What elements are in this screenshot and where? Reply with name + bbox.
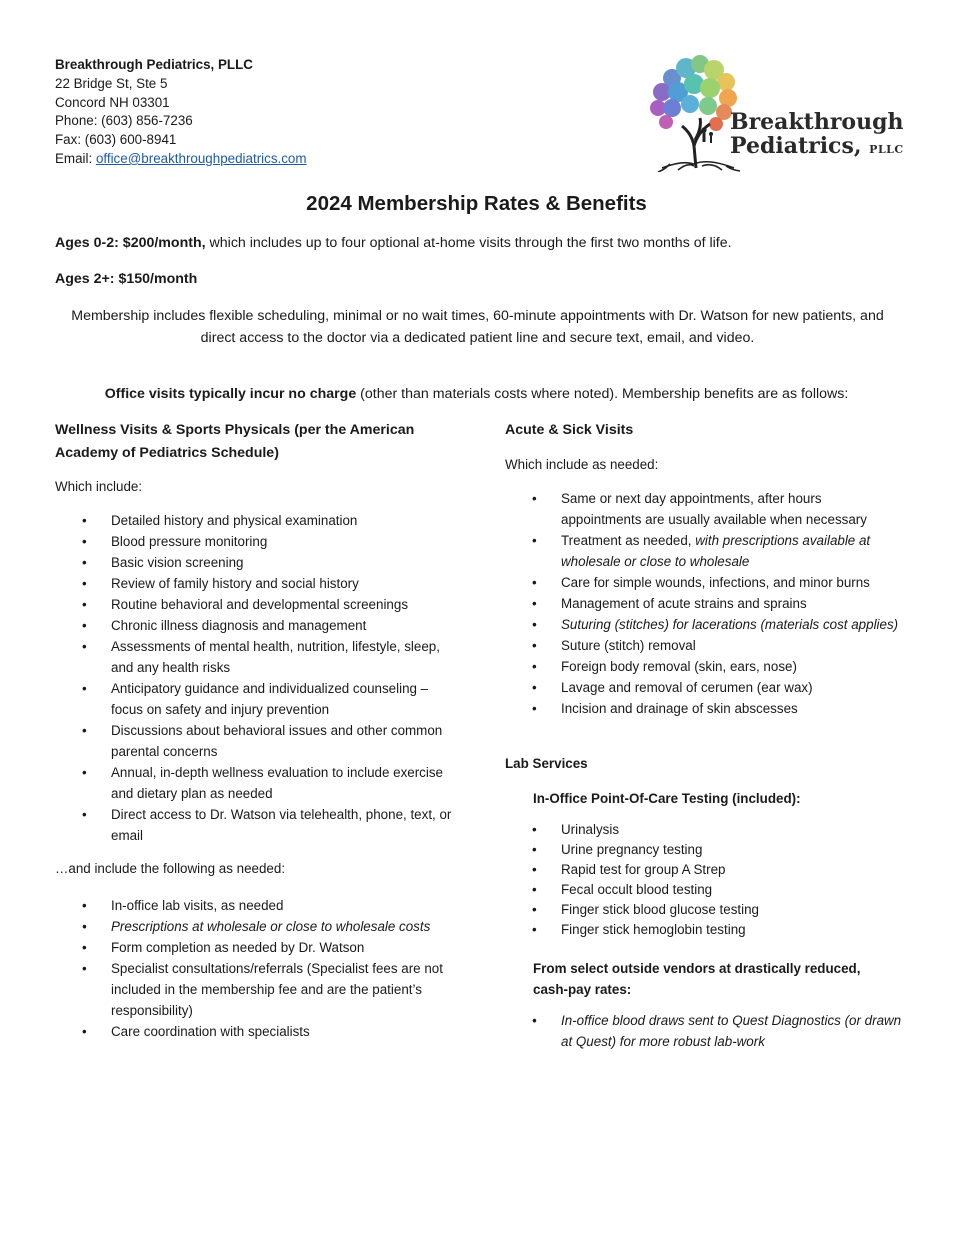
- list-item: • Anticipatory guidance and individualized counseling – focus on safety and injury prevention: [55, 678, 455, 720]
- bullet-icon: •: [82, 723, 87, 738]
- vendor-list: [505, 1010, 905, 1052]
- office-visits-bold: Office visits typically incur no charge: [104, 386, 357, 402]
- logo-name-line1: Breakthrough: [730, 109, 904, 135]
- wellness-intro: Which include:: [55, 479, 143, 494]
- bullet-icon: •: [82, 513, 87, 528]
- membership-description: Membership includes flexible scheduling, minimal or no wait times, 60-minute appointments with Dr. Watson for new patients, and direct access to the doctor via a dedicated patient line and secure text, email, and video.: [71, 308, 884, 346]
- bullet-icon: •: [532, 575, 537, 590]
- list-item: • Direct access to Dr. Watson via telehealth, phone, text, or email: [55, 804, 455, 846]
- bullet-icon: •: [82, 555, 87, 570]
- bullet-icon: •: [82, 576, 87, 591]
- email-link[interactable]: office@breakthroughpediatrics.com: [95, 150, 307, 166]
- list-item: • Basic vision screening: [55, 552, 455, 573]
- practice-address-block: [55, 56, 307, 169]
- bullet-icon: •: [532, 617, 537, 632]
- logo-name-line2: [730, 134, 904, 162]
- city-line: Concord NH 03301: [55, 94, 170, 110]
- acute-list: [505, 488, 905, 719]
- rate-ages-0-2: [55, 235, 732, 251]
- list-item: • Same or next day appointments, after hours appointments are usually available when necessary: [505, 488, 905, 530]
- bullet-icon: •: [532, 659, 537, 674]
- bullet-icon: •: [532, 842, 537, 857]
- list-item: • Form completion as needed by Dr. Watson: [55, 937, 455, 958]
- bullet-icon: •: [82, 1024, 87, 1039]
- bullet-icon: •: [532, 1013, 537, 1028]
- list-item: • Annual, in-depth wellness evaluation to include exercise and dietary plan as needed: [55, 762, 455, 804]
- wellness-also-intro: …and include the following as needed:: [55, 861, 286, 876]
- poc-testing-list: [505, 820, 905, 940]
- bullet-icon: •: [82, 681, 87, 696]
- bullet-icon: •: [82, 597, 87, 612]
- list-item: • In-office lab visits, as needed: [55, 895, 455, 916]
- logo-name-line2-text: Pediatrics,: [730, 133, 862, 159]
- bullet-icon: •: [82, 919, 87, 934]
- list-item: • Lavage and removal of cerumen (ear wax): [505, 677, 905, 698]
- email-line: [55, 150, 307, 169]
- list-item: • Discussions about behavioral issues and other common parental concerns: [55, 720, 455, 762]
- list-item: • Review of family history and social history: [55, 573, 455, 594]
- list-item: • Foreign body removal (skin, ears, nose): [505, 656, 905, 677]
- office-visits-rest: (other than materials costs where noted). Membership benefits are as follows:: [356, 386, 849, 402]
- list-item: • In-office blood draws sent to Quest Diagnostics (or drawn at Quest) for more robust lab-work: [505, 1010, 905, 1052]
- office-visits-note: [0, 386, 953, 402]
- list-item: • Blood pressure monitoring: [55, 531, 455, 552]
- list-item: • Care for simple wounds, infections, and minor burns: [505, 572, 905, 593]
- list-item: • Finger stick blood glucose testing: [505, 900, 905, 920]
- bullet-icon: •: [82, 940, 87, 955]
- list-item: • Fecal occult blood testing: [505, 880, 905, 900]
- bullet-icon: •: [532, 822, 537, 837]
- page-title: 2024 Membership Rates & Benefits: [306, 192, 647, 215]
- list-item: • Routine behavioral and developmental screenings: [55, 594, 455, 615]
- bullet-icon: •: [82, 961, 87, 976]
- bullet-icon: •: [532, 638, 537, 653]
- poc-testing-heading: In-Office Point-Of-Care Testing (included):: [533, 791, 801, 806]
- bullet-icon: •: [532, 701, 537, 716]
- practice-name: Breakthrough Pediatrics, PLLC: [55, 57, 253, 72]
- list-item: • Detailed history and physical examination: [55, 510, 455, 531]
- list-item: • Incision and drainage of skin abscesses: [505, 698, 905, 719]
- bullet-icon: •: [532, 680, 537, 695]
- rate-ages-2-plus: [55, 271, 197, 287]
- list-item: • Management of acute strains and sprains: [505, 593, 905, 614]
- practice-logo: [642, 48, 912, 172]
- vendor-heading: From select outside vendors at drastically reduced, cash-pay rates:: [533, 961, 861, 997]
- wellness-also-list: [55, 895, 455, 1042]
- list-item: • Care coordination with specialists: [55, 1021, 455, 1042]
- bullet-icon: •: [82, 898, 87, 913]
- rate-ages-0-2-bold: Ages 0-2: $200/month,: [55, 235, 206, 251]
- bullet-icon: •: [532, 922, 537, 937]
- bullet-icon: •: [532, 533, 537, 548]
- rate-ages-2-plus-bold: Ages 2+: $150/month: [55, 271, 198, 287]
- lab-services-heading: Lab Services: [505, 756, 588, 771]
- rate-ages-0-2-detail: which includes up to four optional at-home visits through the first two months of life.: [205, 235, 732, 251]
- bullet-icon: •: [82, 618, 87, 633]
- wellness-list: [55, 510, 455, 846]
- email-label: Email:: [55, 150, 96, 166]
- bullet-icon: •: [532, 902, 537, 917]
- logo-suffix: PLLC: [869, 143, 904, 156]
- bullet-icon: •: [82, 639, 87, 654]
- list-item: • Finger stick hemoglobin testing: [505, 920, 905, 940]
- list-item: • Urine pregnancy testing: [505, 840, 905, 860]
- list-item: • Treatment as needed, with prescriptions available at wholesale or close to wholesale: [505, 530, 905, 572]
- bullet-icon: •: [532, 596, 537, 611]
- wellness-heading: Wellness Visits & Sports Physicals (per the American Academy of Pediatrics Schedule): [55, 422, 415, 461]
- acute-heading: Acute & Sick Visits: [505, 422, 634, 438]
- list-item: • Suture (stitch) removal: [505, 635, 905, 656]
- address-line: 22 Bridge St, Ste 5: [55, 75, 168, 91]
- bullet-icon: •: [532, 491, 537, 506]
- acute-intro: Which include as needed:: [505, 457, 659, 472]
- bullet-icon: •: [82, 765, 87, 780]
- list-item: • Suturing (stitches) for lacerations (materials cost applies): [505, 614, 905, 635]
- logo-wordmark: [730, 110, 904, 162]
- list-item: • Assessments of mental health, nutrition, lifestyle, sleep, and any health risks: [55, 636, 455, 678]
- list-item: • Prescriptions at wholesale or close to wholesale costs: [55, 916, 455, 937]
- bullet-icon: •: [532, 862, 537, 877]
- fax-line: Fax: (603) 600-8941: [55, 132, 177, 148]
- list-item: • Urinalysis: [505, 820, 905, 840]
- list-item: • Rapid test for group A Strep: [505, 860, 905, 880]
- phone-line: Phone: (603) 856-7236: [55, 113, 193, 129]
- bullet-icon: •: [82, 807, 87, 822]
- list-item: • Chronic illness diagnosis and management: [55, 615, 455, 636]
- bullet-icon: •: [82, 534, 87, 549]
- bullet-icon: •: [532, 882, 537, 897]
- list-item: • Specialist consultations/referrals (Specialist fees are not included in the membership fee and are the patient’s responsibility): [55, 958, 455, 1021]
